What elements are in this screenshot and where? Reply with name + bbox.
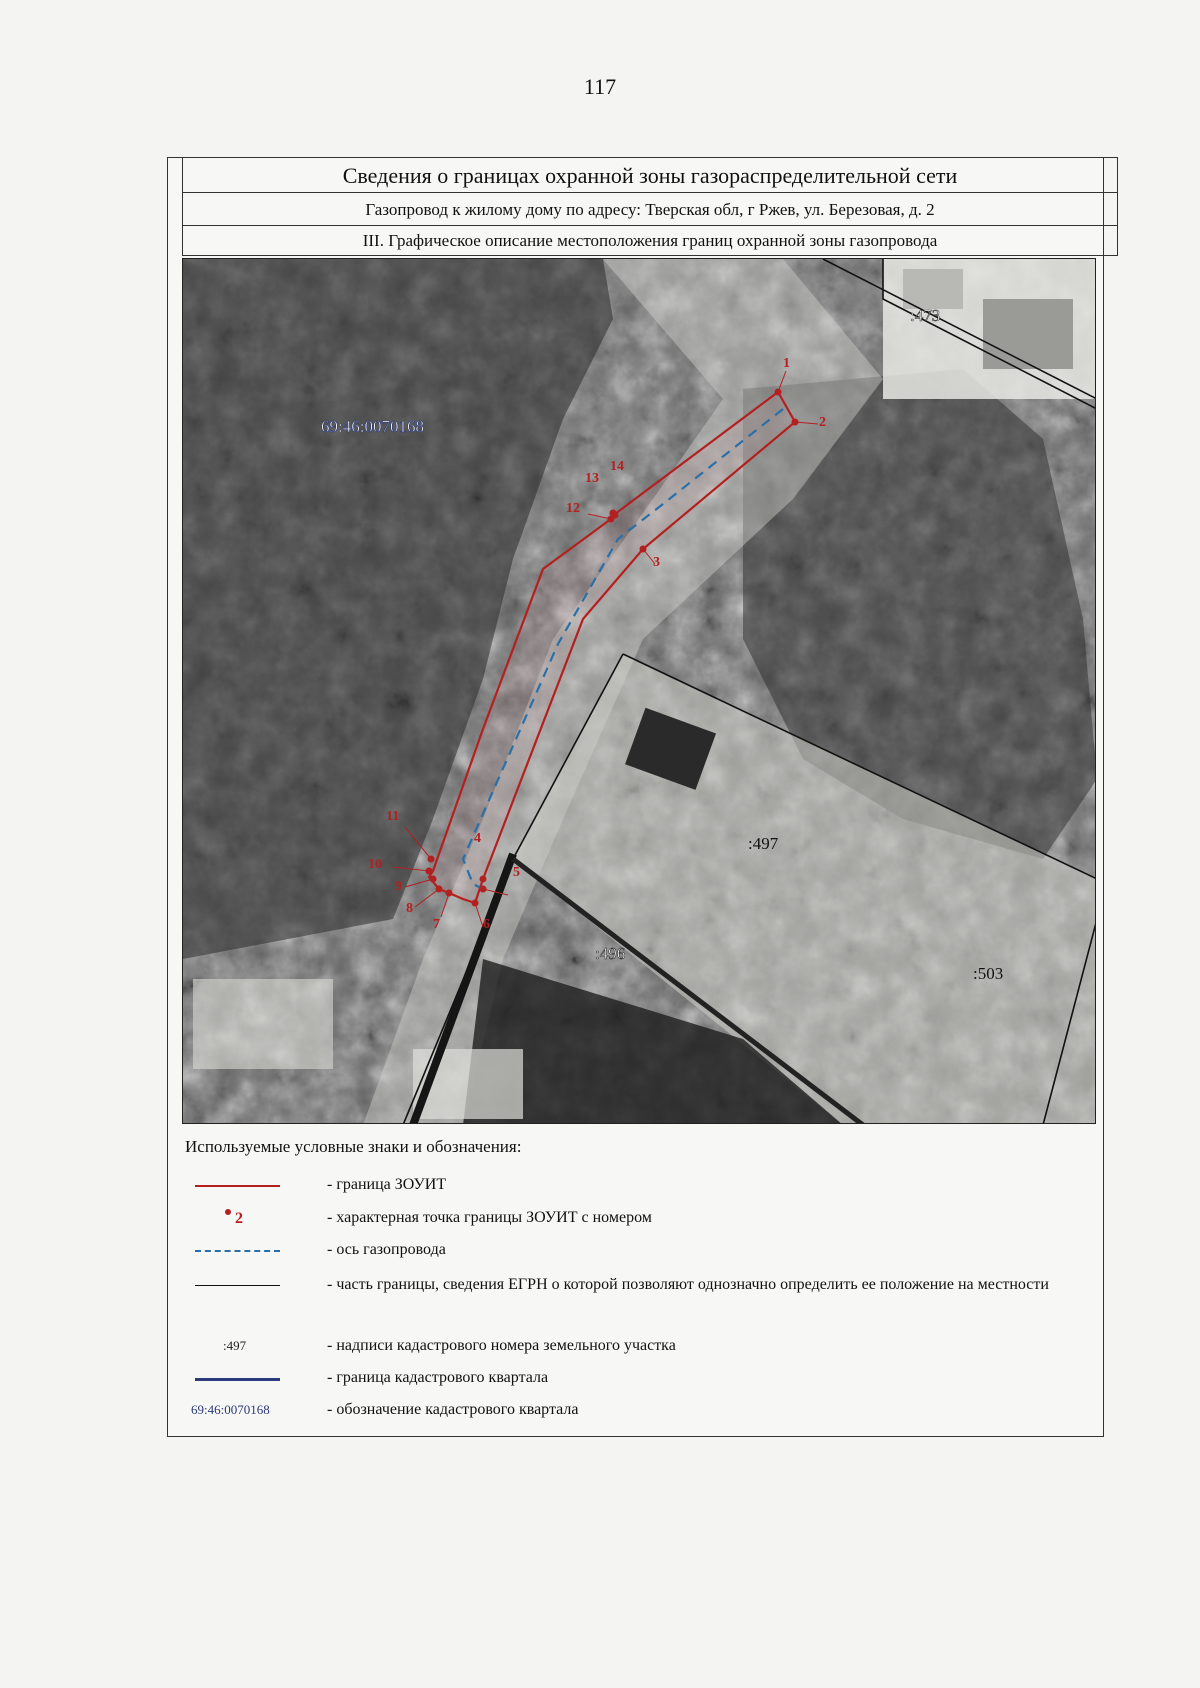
parcel-label-503: :503 (973, 964, 1004, 983)
legend-item-point: 2 - характерная точка границы ЗОУИТ с номером (185, 1205, 1085, 1233)
map-image (182, 258, 1096, 1124)
point-label-11: 11 (386, 809, 400, 824)
point-icon: 2 (185, 1205, 305, 1233)
parcel-label-497: :497 (748, 834, 779, 853)
quarter-label-icon: 69:46:0070168 (191, 1402, 270, 1417)
point-label-7: 7 (433, 917, 440, 932)
point-label-12: 12 (566, 501, 580, 516)
legend-item-zone-boundary: - граница ЗОУИТ (185, 1172, 1085, 1200)
point-label-1: 1 (783, 356, 790, 371)
point-label-8: 8 (406, 901, 413, 916)
point-label-2: 2 (819, 415, 826, 430)
point-label-4: 4 (474, 831, 481, 846)
point-label-9: 9 (395, 879, 402, 894)
red-line-icon (185, 1172, 305, 1200)
document-title: Сведения о границах охранной зоны газораспределительной сети (182, 157, 1118, 193)
point-4 (480, 876, 487, 883)
map-svg (183, 259, 1096, 1124)
black-line-icon (185, 1272, 305, 1300)
parcel-label-473: :473 (910, 306, 941, 325)
navy-line-icon (185, 1365, 305, 1393)
legend-item-egrn-boundary: - часть границы, сведения ЕГРН о которой позволяют однозначно определить ее положение на местности (185, 1272, 1085, 1320)
dashed-line-icon (185, 1237, 305, 1265)
legend-item-gas-axis: - ось газопровода (185, 1237, 1085, 1265)
cadastral-label-icon: :497 (223, 1338, 247, 1353)
quarter-label-on-map: 69:46:0070168 (321, 417, 424, 436)
legend-item-quarter-boundary: - граница кадастрового квартала (185, 1365, 1085, 1393)
page-number: 117 (583, 74, 617, 99)
point-label-6: 6 (483, 917, 490, 932)
legend-title: Используемые условные знаки и обозначения: (185, 1137, 522, 1156)
building-473 (883, 259, 1096, 399)
buildings-sw (193, 979, 333, 1069)
legend-item-cadastral-label: :497 - надписи кадастрового номера земельного участка (185, 1333, 1085, 1361)
point-label-3: 3 (653, 555, 660, 570)
point-label-14: 14 (610, 459, 624, 474)
point-label-5: 5 (513, 865, 520, 880)
point-14 (612, 512, 619, 519)
legend-item-quarter-label: 69:46:0070168 - обозначение кадастрового квартала (185, 1397, 1085, 1425)
object-description: Газопровод к жилому дому по адресу: Тверская обл, г Ржев, ул. Березовая, д. 2 (182, 193, 1118, 226)
section-title: III. Графическое описание местоположения границ охранной зоны газопровода (182, 226, 1118, 256)
point-label-10: 10 (368, 857, 382, 872)
point-label-13: 13 (585, 471, 599, 486)
parcel-label-496: :496 (595, 944, 626, 963)
